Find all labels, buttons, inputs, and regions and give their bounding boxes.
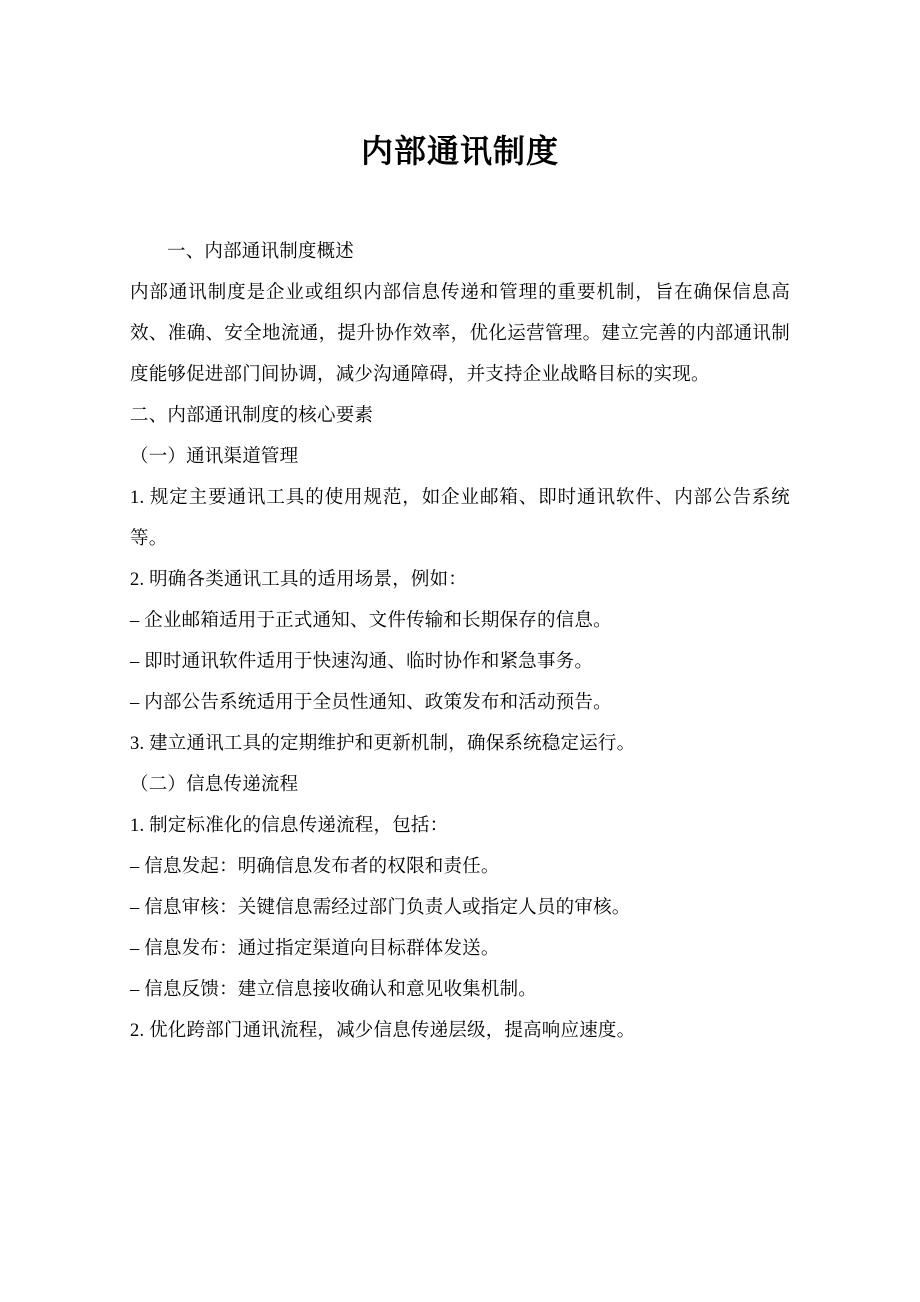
page-title: 内部通讯制度 <box>360 132 559 170</box>
list-item: – 信息反馈：建立信息接收确认和意见收集机制。 <box>130 980 537 1001</box>
list-item: 1. 规定主要通讯工具的使用规范，如企业邮箱、即时通讯软件、内部公告系统等。 <box>130 488 790 550</box>
list-item: – 内部公告系统适用于全员性通知、政策发布和活动预告。 <box>130 693 612 714</box>
list-item: – 信息发布：通过指定渠道向目标群体发送。 <box>130 939 500 960</box>
list-item: – 即时通讯软件适用于快速沟通、临时协作和紧急事务。 <box>130 652 594 673</box>
paragraph-overview: 内部通讯制度是企业或组织内部信息传递和管理的重要机制，旨在确保信息高效、准确、安全地流通，提升协作效率，优化运营管理。建立完善的内部通讯制度能够促进部门间协调，减少沟通障碍，并支持企业战略目标的实现。 <box>130 283 790 386</box>
section-heading-overview: 一、内部通讯制度概述 <box>167 242 355 263</box>
subsection-heading-channel-management: （一）通讯渠道管理 <box>130 447 299 468</box>
list-item: – 信息审核：关键信息需经过部门负责人或指定人员的审核。 <box>130 898 631 919</box>
list-item: 2. 优化跨部门通讯流程，减少信息传递层级，提高响应速度。 <box>130 1021 636 1042</box>
section-heading-core-elements: 二、内部通讯制度的核心要素 <box>130 406 374 427</box>
subsection-heading-information-flow: （二）信息传递流程 <box>130 775 299 796</box>
list-item: 3. 建立通讯工具的定期维护和更新机制，确保系统稳定运行。 <box>130 734 636 755</box>
list-item: 2. 明确各类通讯工具的适用场景，例如： <box>130 570 468 591</box>
list-item: – 信息发起：明确信息发布者的权限和责任。 <box>130 857 500 878</box>
list-item: 1. 制定标准化的信息传递流程，包括： <box>130 816 449 837</box>
list-item: – 企业邮箱适用于正式通知、文件传输和长期保存的信息。 <box>130 611 612 632</box>
